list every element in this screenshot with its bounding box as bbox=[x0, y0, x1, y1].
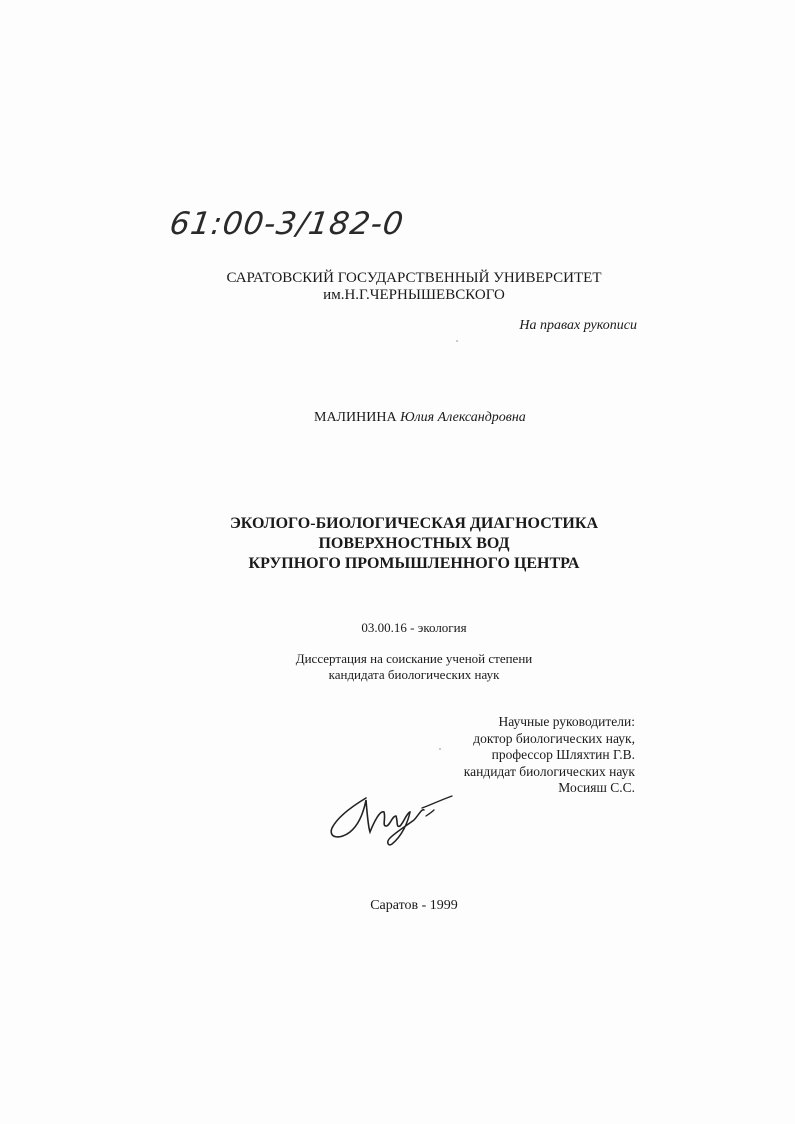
city-year: Саратов - 1999 bbox=[370, 898, 458, 913]
university-header bbox=[0, 270, 795, 304]
scan-speck bbox=[456, 340, 458, 342]
supervisor-1-degree: доктор биологических наук, bbox=[473, 730, 635, 746]
specialty-code: 03.00.16 - экология bbox=[361, 620, 467, 635]
dissertation-title bbox=[0, 514, 795, 574]
handwritten-signature bbox=[326, 786, 456, 848]
supervisors-block bbox=[464, 714, 635, 797]
archive-stamp: 61:00-3/182-0 bbox=[167, 206, 407, 242]
degree-line-1: Диссертация на соискание ученой степени bbox=[295, 651, 533, 666]
supervisor-2-degree: кандидат биологических наук bbox=[463, 763, 635, 779]
university-name: САРАТОВСКИЙ ГОСУДАРСТВЕННЫЙ УНИВЕРСИТЕТ bbox=[226, 270, 602, 286]
university-named-after: им.Н.Г.ЧЕРНЫШЕВСКОГО bbox=[323, 287, 505, 303]
author-given-names: Юлия Александровна bbox=[400, 410, 526, 425]
title-line-2: ПОВЕРХНОСТНЫХ ВОД bbox=[318, 535, 510, 552]
manuscript-rights-note: На правах рукописи bbox=[519, 318, 637, 333]
title-line-3: КРУПНОГО ПРОМЫШЛЕННОГО ЦЕНТРА bbox=[248, 555, 580, 572]
supervisor-1-name: профессор Шляхтин Г.В. bbox=[491, 747, 635, 762]
author-name bbox=[314, 410, 526, 426]
author-surname: МАЛИНИНА bbox=[314, 410, 397, 425]
supervisors-heading: Научные руководители: bbox=[498, 714, 635, 729]
scan-speck bbox=[439, 748, 441, 750]
degree-statement bbox=[0, 651, 795, 683]
degree-line-2: кандидата биологических наук bbox=[328, 667, 500, 682]
supervisor-2-name: Мосияш С.С. bbox=[558, 780, 635, 795]
title-line-1: ЭКОЛОГО-БИОЛОГИЧЕСКАЯ ДИАГНОСТИКА bbox=[229, 515, 599, 532]
